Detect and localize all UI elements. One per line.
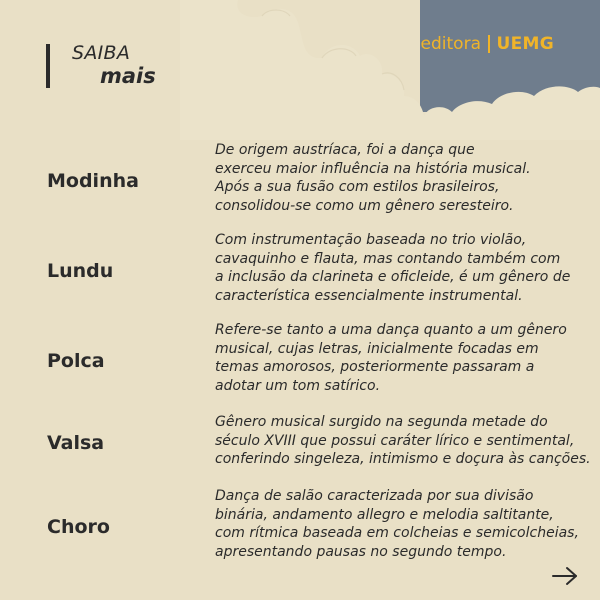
publisher-logo — [421, 34, 554, 54]
genre-term: Valsa — [47, 432, 105, 454]
description-line: com rítmica baseada em colcheias e semicolcheias, — [215, 525, 579, 541]
genre-term: Modinha — [47, 170, 139, 192]
description-line: Dança de salão caracterizada por sua divisão — [215, 488, 534, 504]
description-line: Após a sua fusão com estilos brasileiros, — [215, 179, 500, 195]
genre-term: Polca — [47, 350, 105, 372]
description-line: Refere-se tanto a uma dança quanto a um gênero — [215, 322, 567, 338]
brand-separator — [488, 35, 490, 53]
description-line: binária, andamento allegro e melodia saltitante, — [215, 506, 554, 523]
description-line: adotar um tom satírico. — [215, 377, 381, 394]
description-line: século XVIII que possui caráter lírico e sentimental, — [215, 432, 575, 449]
genre-term: Choro — [47, 516, 110, 538]
genre-entry-valsa — [47, 413, 591, 473]
genre-entry-polca — [47, 321, 587, 401]
genre-description — [215, 141, 585, 215]
description-line: Gênero musical surgido na segunda metade do — [215, 414, 548, 430]
genre-description — [215, 413, 591, 469]
genre-entry-choro — [47, 487, 587, 567]
description-line: temas amorosos, posteriormente passaram a — [215, 359, 535, 375]
description-line: exerceu maior influência na história musical. — [215, 160, 531, 177]
description-line: De origem austríaca, foi a dança que — [215, 142, 475, 158]
genre-description — [215, 487, 585, 561]
header-title-mais: mais — [100, 64, 156, 88]
genre-term: Lundu — [47, 260, 114, 282]
description-line: consolidou-se como um gênero seresteiro. — [215, 197, 514, 214]
description-line: característica essencialmente instrumental. — [215, 287, 523, 304]
arrow-right-icon[interactable] — [552, 566, 578, 586]
description-line: musical, cujas letras, inicialmente focadas em — [215, 340, 539, 357]
brand-name: editora — [420, 34, 481, 54]
header-accent-bar — [46, 44, 50, 88]
header-title-saiba: SAIBA — [72, 42, 131, 64]
genre-entry-modinha — [47, 141, 587, 221]
genre-description — [215, 321, 585, 395]
genre-entry-lundu — [47, 231, 587, 311]
description-line: cavaquinho e flauta, mas contando também com — [215, 250, 561, 267]
brand-org: UEMG — [496, 34, 554, 54]
description-line: apresentando pausas no segundo tempo. — [215, 543, 507, 560]
description-line: a inclusão da clarineta e oficleide, é um gênero de — [215, 269, 571, 285]
description-line: conferindo singeleza, intimismo e doçura às canções. — [215, 451, 591, 467]
genre-description — [215, 231, 585, 305]
description-line: Com instrumentação baseada no trio violão, — [215, 232, 527, 248]
